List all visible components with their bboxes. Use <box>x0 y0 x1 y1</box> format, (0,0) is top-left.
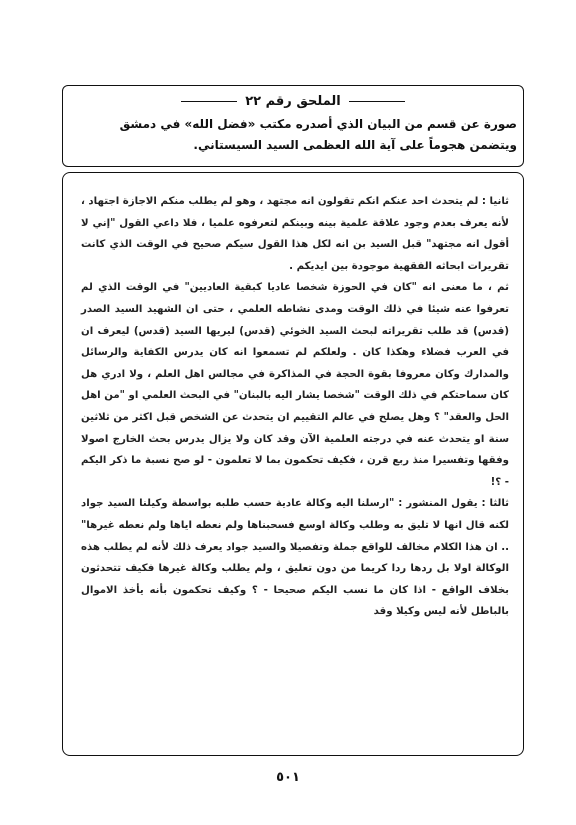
appendix-header-box <box>62 85 524 167</box>
title-rule-left <box>181 101 237 102</box>
scanned-document-text <box>81 191 509 623</box>
appendix-title-row <box>63 90 523 112</box>
title-rule-right <box>349 101 405 102</box>
paragraph-second-point: ثانيا : لم يتحدث احد عنكم انكم تقولون انه مجتهد ، وهو لم يطلب منكم الاجازة اجتهاد ، لأنه يعرف بعدم وجود علاقة علمية بينه وبينكم لتعرفوه علميا ، فلا داعي القول "إني لا أقول انه مجتهد" قبل السيد بن انه لكل هذا القول سيكم صحيح في الوقت الذي كانت تقريرات ابحاثه الفقهية موجودة بين ايديكم . <box>81 196 509 272</box>
page-number: ٥٠١ <box>276 770 300 785</box>
appendix-description: صورة عن قسم من البيان الذي أصدره مكتب «فضل الله» في دمشق ويتضمن هجوماً على آية الله العظمى السيد السيستاني. <box>119 117 517 152</box>
paragraph-third-point: ثالثا : يقول المنشور : "ارسلنا اليه وكالة عادية حسب طلبه بواسطة وكيلنا السيد جواد لكنه قال انها لا تليق به وطلب وكالة اوسع فسحبناها ولم نعطه اياها ولم نعطه غيرها" .. ان هذا الكلام مخالف للواقع جملة وتفصيلا والسيد جواد يعرف ذلك لأنه لم يطلب هذه الوكالة اولا بل ردها ردا كريما من دون تعليق ، ولم يطلب وكالة غيرها فكيف تتحدثون بخلاف الواقع - اذا كان ما نسب اليكم صحيحا - ؟ وكيف تحكمون بأنه يأخذ الاموال بالباطل لأنه ليس وكيلا وقد <box>81 498 509 618</box>
appendix-title: الملحق رقم ٢٢ <box>245 93 341 109</box>
scanned-document-frame <box>62 172 524 756</box>
paragraph-continuation: ثم ، ما معنى انه "كان في الحوزة شخصا عاديا كبقية العاديين" في الوقت الذي لم تعرفوا عنه شيئا في ذلك الوقت ومدى نشاطه العلمي ، حتى ان الشهيد السيد الصدر (قدس) قد طلب تقريراته لبحث السيد الخوئي (قدس) ليريها السيد (قدس) ليعرف ان في العرب فضلاء وهكذا كان . ولعلكم لم تسمعوا انه كان يدرس الكفاية والرسائل والمدارك وكان معروفا بقوة الحجة في المذاكرة في مجالس اهل العلم ، ولا ادري هل كان سماحتكم في ذلك الوقت "شخصا يشار اليه بالبنان" في البحث العلمي او "من اهل الحل والعقد" ؟ وهل يصلح في عالم التقييم ان يتحدث عن الشخص قبل اكثر من ثلاثين سنة او يتحدث عنه في درجته العلمية الآن وقد كان ولا يزال يدرس بحث الخارج اصولا وفقها وتفسيرا منذ ربع قرن ، فكيف تحكمون بما لا تعلمون - لو صح نسبة ما ذكر اليكم - ؟! <box>81 282 509 488</box>
